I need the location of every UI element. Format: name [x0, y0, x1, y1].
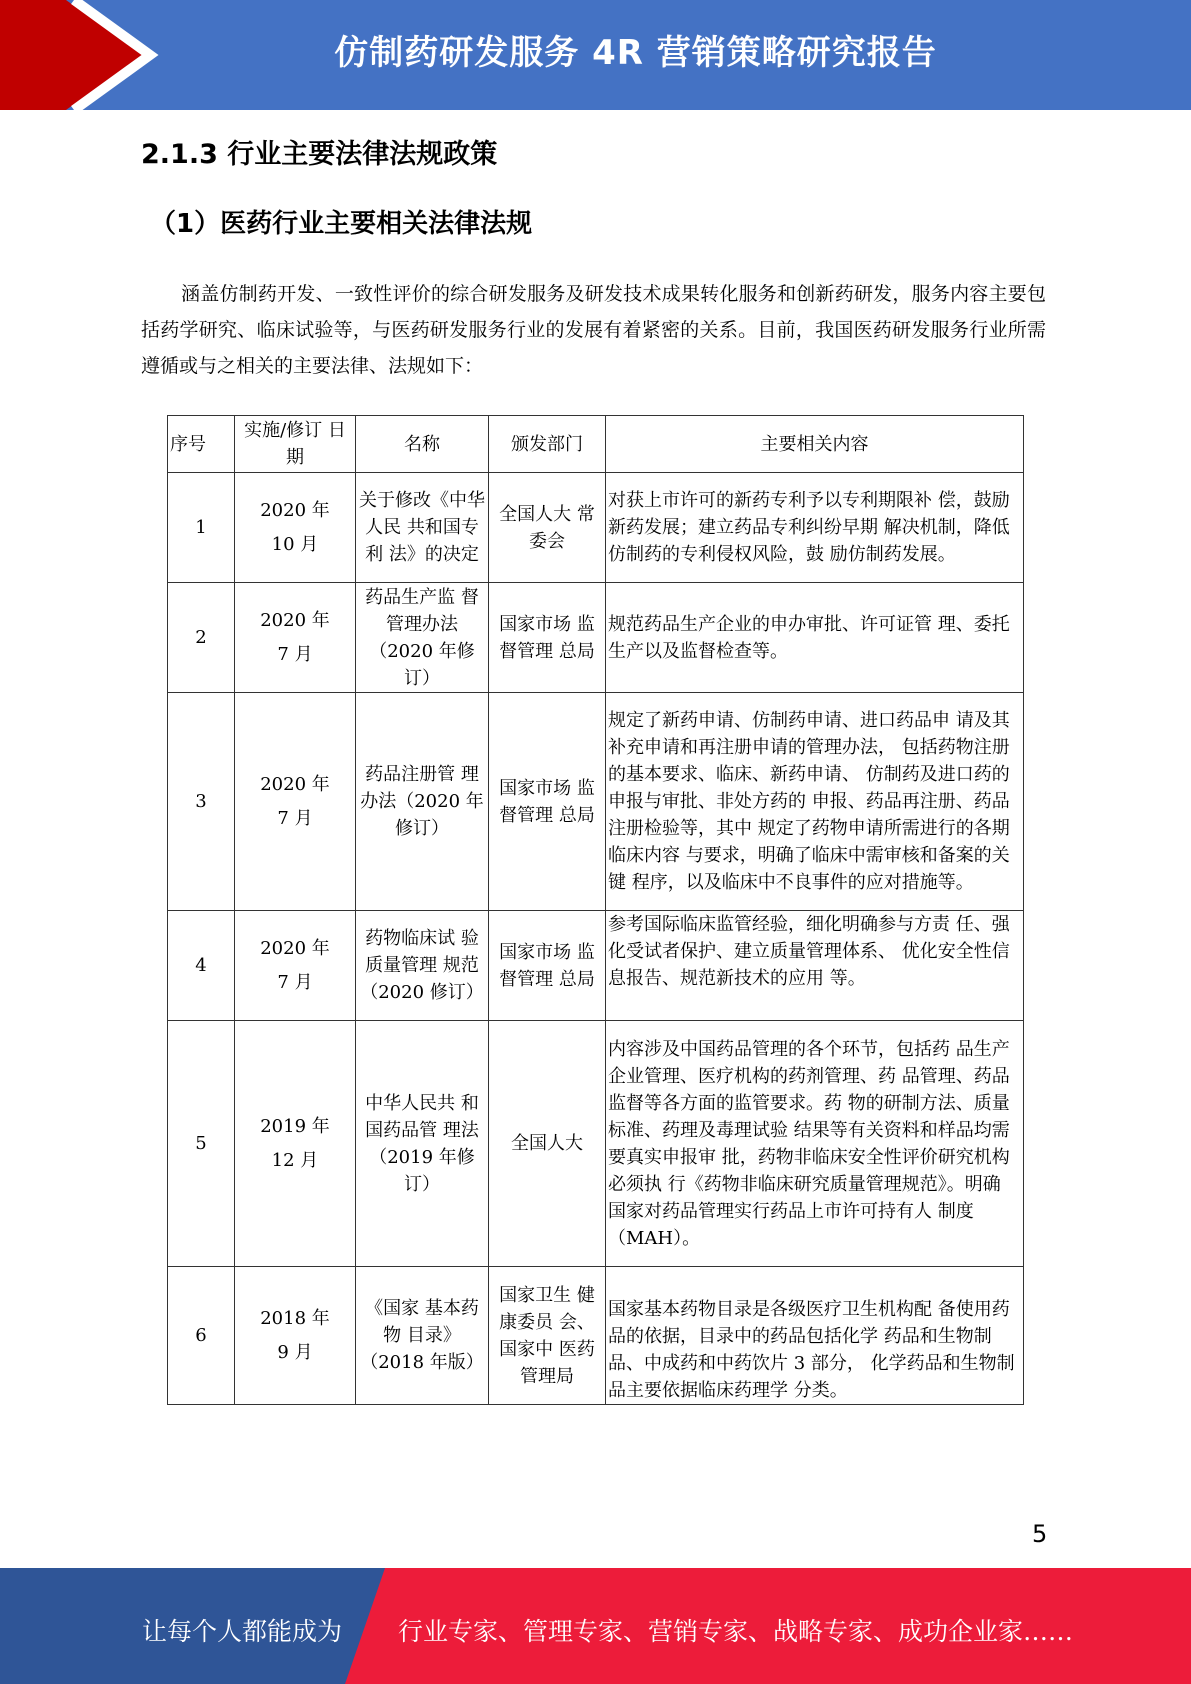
cell-content: 参考国际临床监管经验，细化明确参与方责 任、强化受试者保护、建立质量管理体系、 优化安全性信息报告、规范新技术的应用 等。	[606, 911, 1024, 1021]
cell-name: 药品注册管 理办法（2020 年修订）	[356, 693, 489, 911]
footer-slogan-left: 让每个人都能成为	[142, 1617, 343, 1646]
report-title: 仿制药研发服务 4R 营销策略研究报告	[334, 33, 937, 73]
cell-no: 5	[168, 1021, 235, 1267]
cell-name: 关于修改《中华人民 共和国专利 法》的决定	[356, 473, 489, 583]
table-row	[168, 473, 1024, 583]
cell-content: 国家基本药物目录是各级医疗卫生机构配 备使用药品的依据，目录中的药品包括化学 药品和生物制品、中成药和中药饮片 3 部分， 化学药品和生物制品主要依据临床药理学 分类。	[606, 1267, 1024, 1405]
cell-name: 药物临床试 验质量管理 规范（2020 修订）	[356, 911, 489, 1021]
subsection-heading: （1）医药行业主要相关法律法规	[150, 209, 533, 239]
regulations-table	[167, 415, 1024, 1405]
table-row	[168, 1267, 1024, 1405]
cell-date: 2019 年 12 月	[235, 1021, 356, 1267]
table-row	[168, 1021, 1024, 1267]
cell-content: 规范药品生产企业的申办审批、许可证管 理、委托生产以及监督检查等。	[606, 583, 1024, 693]
section-heading: 2.1.3 行业主要法律法规政策	[141, 139, 498, 170]
header-name: 名称	[356, 416, 489, 473]
cell-no: 4	[168, 911, 235, 1021]
cell-dept: 全国人大	[489, 1021, 606, 1267]
cell-content: 规定了新药申请、仿制药申请、进口药品申 请及其补充申请和再注册申请的管理办法， 包括药物注册的基本要求、临床、新药申请、 仿制药及进口药的申报与审批、非处方药的 申报、药品再注册、药品注册检验等，其中 规定了药物申请所需进行的各期临床内容 与要求，明确了临床中需审核和备案的关键 程序，以及临床中不良事件的应对措施等。	[606, 693, 1024, 911]
table-row	[168, 583, 1024, 693]
cell-date: 2018 年 9 月	[235, 1267, 356, 1405]
cell-date: 2020 年 7 月	[235, 693, 356, 911]
intro-paragraph: 涵盖仿制药开发、一致性评价的综合研发服务及研发技术成果转化服务和创新药研发，服务内容主要包括药学研究、临床试验等，与医药研发服务行业的发展有着紧密的关系。目前，我国医药研发服务行业所需遵循或与之相关的主要法律、法规如下：	[141, 283, 1046, 377]
cell-date: 2020 年 7 月	[235, 583, 356, 693]
table-header-row	[168, 416, 1024, 473]
table-row	[168, 693, 1024, 911]
cell-name: 中华人民共 和国药品管 理法（2019 年修订）	[356, 1021, 489, 1267]
cell-no: 2	[168, 583, 235, 693]
header-dept: 颁发部门	[489, 416, 606, 473]
cell-content: 内容涉及中国药品管理的各个环节，包括药 品生产企业管理、医疗机构的药剂管理、药 品管理、药品监督等各方面的监管要求。药 物的研制方法、质量标准、药理及毒理试验 结果等有关资料和样品均需要真实申报审 批，药物非临床安全性评价研究机构必须执 行《药物非临床研究质量管理规范》。明确 国家对药品管理实行药品上市许可持有人 制度（MAH）。	[606, 1021, 1024, 1267]
header-content: 主要相关内容	[606, 416, 1024, 473]
cell-date: 2020 年 10 月	[235, 473, 356, 583]
cell-dept: 国家卫生 健康委员 会、国家中 医药管理局	[489, 1267, 606, 1405]
header-date: 实施/修订 日期	[235, 416, 356, 473]
page-number: 5	[1032, 1520, 1048, 1548]
cell-name: 药品生产监 督管理办法（2020 年修订）	[356, 583, 489, 693]
header-no: 序号	[168, 416, 235, 473]
cell-dept: 国家市场 监督管理 总局	[489, 583, 606, 693]
cell-no: 1	[168, 473, 235, 583]
page-header	[0, 0, 1191, 110]
footer-slogan-right: 行业专家、管理专家、营销专家、战略专家、成功企业家……	[398, 1617, 1074, 1646]
cell-dept: 国家市场 监督管理 总局	[489, 693, 606, 911]
cell-name: 《国家 基本药物 目录》（2018 年版）	[356, 1267, 489, 1405]
cell-dept: 全国人大 常委会	[489, 473, 606, 583]
cell-date: 2020 年 7 月	[235, 911, 356, 1021]
table-row	[168, 911, 1024, 1021]
cell-no: 6	[168, 1267, 235, 1405]
cell-dept: 国家市场 监督管理 总局	[489, 911, 606, 1021]
cell-no: 3	[168, 693, 235, 911]
cell-content: 对获上市许可的新药专利予以专利期限补 偿，鼓励新药发展；建立药品专利纠纷早期 解决机制，降低仿制药的专利侵权风险，鼓 励仿制药发展。	[606, 473, 1024, 583]
